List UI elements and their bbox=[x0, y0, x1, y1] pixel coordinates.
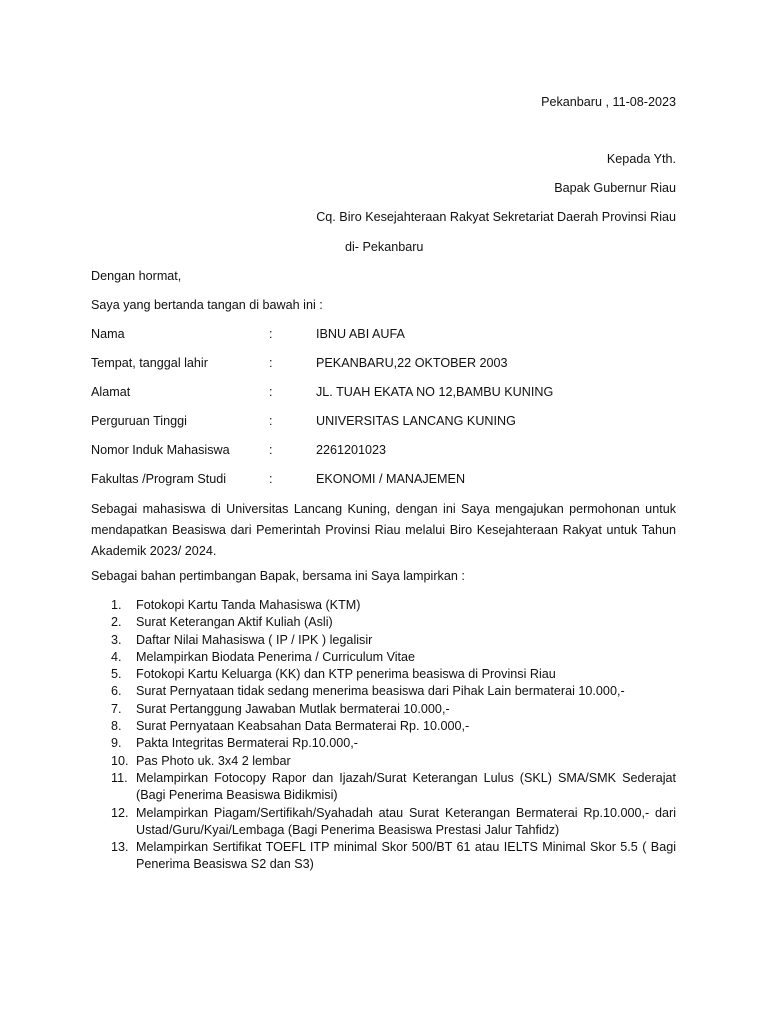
list-number: 8. bbox=[111, 719, 122, 734]
list-text: Surat Keterangan Aktif Kuliah (Asli) bbox=[136, 615, 333, 630]
info-label: Nomor Induk Mahasiswa bbox=[91, 443, 230, 457]
info-colon: : bbox=[269, 443, 273, 457]
info-value: EKONOMI / MANAJEMEN bbox=[316, 472, 466, 486]
recipient-line-1: Kepada Yth. bbox=[606, 152, 676, 166]
list-item bbox=[91, 770, 676, 805]
info-colon: : bbox=[269, 327, 273, 341]
list-number: 12. bbox=[111, 805, 129, 820]
info-value: UNIVERSITAS LANCANG KUNING bbox=[316, 414, 516, 428]
list-number: 4. bbox=[111, 649, 122, 664]
attachments-intro: Sebagai bahan pertimbangan Bapak, bersama ini Saya lampirkan : bbox=[91, 569, 465, 583]
list-item bbox=[91, 597, 676, 614]
list-number: 9. bbox=[111, 736, 122, 751]
list-item bbox=[91, 718, 676, 735]
list-item bbox=[91, 666, 676, 683]
list-text: Surat Pertanggung Jawaban Mutlak bermaterai 10.000,- bbox=[136, 701, 450, 716]
info-value: PEKANBARU,22 OKTOBER 2003 bbox=[316, 356, 508, 370]
list-item bbox=[91, 753, 676, 770]
list-text: Fotokopi Kartu Tanda Mahasiswa (KTM) bbox=[136, 598, 361, 612]
list-text: Surat Pernyataan Keabsahan Data Bermaterai Rp. 10.000,- bbox=[136, 719, 470, 734]
list-number: 13. bbox=[111, 840, 129, 855]
list-number: 7. bbox=[111, 701, 122, 716]
info-value: 2261201023 bbox=[316, 443, 387, 457]
list-number: 10. bbox=[111, 753, 129, 768]
info-label: Alamat bbox=[91, 385, 131, 399]
list-number: 5. bbox=[111, 667, 122, 682]
info-colon: : bbox=[269, 414, 273, 428]
list-item bbox=[91, 805, 676, 840]
list-number: 6. bbox=[111, 684, 122, 699]
list-text: Melampirkan Piagam/Sertifikah/Syahadah atau Surat Keterangan Bermaterai Rp.10.000,- dari Ustad/Guru/Kyai/Lembaga (Bagi Penerima Beasiswa Prestasi Jalur Tahfidz) bbox=[136, 805, 676, 837]
place-date: Pekanbaru , 11-08-2023 bbox=[541, 95, 676, 109]
info-value: JL. TUAH EKATA NO 12,BAMBU KUNING bbox=[316, 385, 554, 399]
info-colon: : bbox=[269, 385, 273, 399]
recipient-line-4: di- Pekanbaru bbox=[345, 240, 424, 254]
list-item bbox=[91, 839, 676, 874]
info-label: Fakultas /Program Studi bbox=[91, 472, 227, 486]
list-item bbox=[91, 735, 676, 752]
body-paragraph: Sebagai mahasiswa di Universitas Lancang Kuning, dengan ini Saya mengajukan permohonan untuk mendapatkan Beasiswa dari Pemerintah Provinsi Riau melalui Biro Kesejahteraan Rakyat untuk Tahun Akademik 2023/ 2024. bbox=[91, 502, 676, 558]
list-text: Pas Photo uk. 3x4 2 lembar bbox=[136, 753, 291, 768]
list-item bbox=[91, 614, 676, 631]
list-number: 2. bbox=[111, 615, 122, 630]
greeting: Dengan hormat, bbox=[91, 269, 182, 283]
list-text: Daftar Nilai Mahasiswa ( IP / IPK ) legalisir bbox=[136, 632, 373, 647]
recipient-line-2: Bapak Gubernur Riau bbox=[554, 181, 676, 195]
list-number: 1. bbox=[111, 598, 122, 612]
info-label: Perguruan Tinggi bbox=[91, 414, 187, 428]
list-text: Fotokopi Kartu Keluarga (KK) dan KTP penerima beasiswa di Provinsi Riau bbox=[136, 667, 556, 682]
intro-line: Saya yang bertanda tangan di bawah ini : bbox=[91, 298, 323, 312]
list-text: Melampirkan Biodata Penerima / Curriculum Vitae bbox=[136, 649, 416, 664]
list-number: 3. bbox=[111, 632, 122, 647]
list-item bbox=[91, 649, 676, 666]
info-colon: : bbox=[269, 472, 273, 486]
list-text: Surat Pernyataan tidak sedang menerima beasiswa dari Pihak Lain bermaterai 10.000,- bbox=[136, 684, 625, 699]
list-text: Pakta Integritas Bermaterai Rp.10.000,- bbox=[136, 736, 358, 751]
list-item bbox=[91, 701, 676, 718]
list-text: Melampirkan Sertifikat TOEFL ITP minimal Skor 500/BT 61 atau IELTS Minimal Skor 5.5 ( Bagi Penerima Beasiswa S2 dan S3) bbox=[136, 840, 676, 872]
info-label: Tempat, tanggal lahir bbox=[91, 356, 208, 370]
recipient-line-3: Cq. Biro Kesejahteraan Rakyat Sekretariat Daerah Provinsi Riau bbox=[316, 210, 676, 224]
list-text: Melampirkan Fotocopy Rapor dan Ijazah/Surat Keterangan Lulus (SKL) SMA/SMK Sederajat (Bagi Penerima Beasiswa Bidikmisi) bbox=[136, 770, 676, 803]
info-colon: : bbox=[269, 356, 273, 370]
list-number: 11. bbox=[111, 770, 128, 785]
info-value: IBNU ABI AUFA bbox=[316, 327, 405, 341]
attachment-list bbox=[91, 597, 676, 874]
info-label: Nama bbox=[91, 327, 125, 341]
list-item bbox=[91, 632, 676, 649]
list-item bbox=[91, 683, 676, 700]
